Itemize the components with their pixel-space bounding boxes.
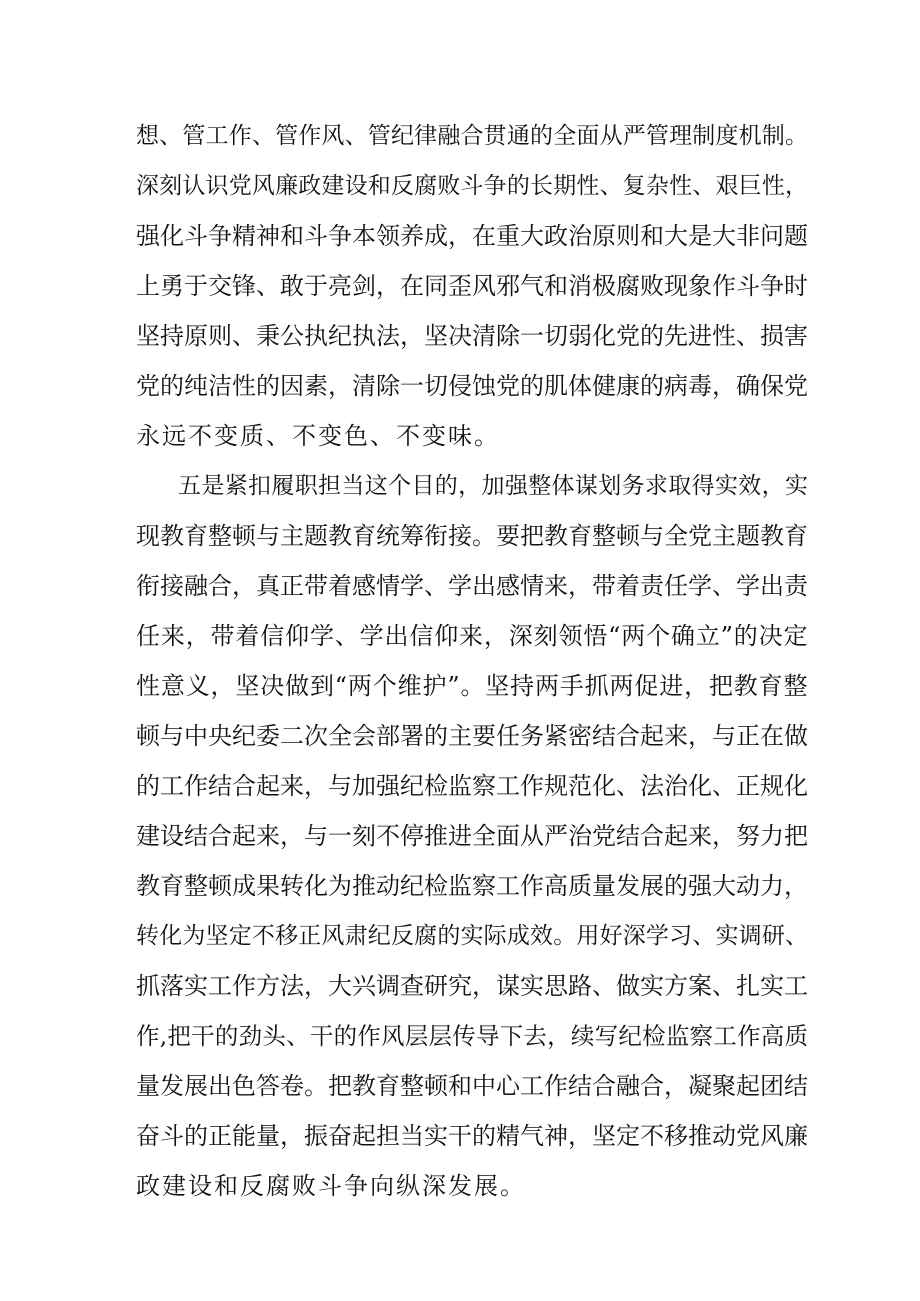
text-line: 上勇于交锋、敢于亮剑，在同歪风邪气和消极腐败现象作斗争时 xyxy=(136,272,808,300)
text-line: 深刻认识党风廉政建设和反腐败斗争的长期性、复杂性、艰巨性， xyxy=(136,173,808,199)
text-line: 政建设和反腐败斗争向纵深发展。 xyxy=(136,1172,526,1200)
text-line: 抓落实工作方法，大兴调查研究，谋实思路、做实方案、扎实工 xyxy=(136,972,808,1000)
text-line: 性意义，坚决做到“两个维护”。坚持两手抓两促进，把教育整 xyxy=(136,672,808,700)
text-line: 转化为坚定不移正风肃纪反腐的实际成效。用好深学习、实调研、 xyxy=(136,923,808,949)
text-line: 作,把干的劲头、干的作风层层传导下去，续写纪检监察工作高质 xyxy=(136,1022,808,1050)
text-line: 任来，带着信仰学、学出信仰来，深刻领悟“两个确立”的决定 xyxy=(136,622,808,650)
text-line: 永远不变质、不变色、不变味。 xyxy=(136,422,500,450)
text-line: 五是紧扣履职担当这个目的，加强整体谋划务求取得实效，实 xyxy=(178,473,808,499)
text-line: 顿与中央纪委二次全会部署的主要任务紧密结合起来，与正在做 xyxy=(136,722,808,750)
text-line: 强化斗争精神和斗争本领养成，在重大政治原则和大是大非问题 xyxy=(136,222,808,250)
text-line: 现教育整顿与主题教育统筹衔接。要把教育整顿与全党主题教育 xyxy=(136,522,808,550)
text-line: 衔接融合，真正带着感情学、学出感情来，带着责任学、学出责 xyxy=(136,572,808,600)
text-line: 教育整顿成果转化为推动纪检监察工作高质量发展的强大动力， xyxy=(136,872,808,900)
text-line: 奋斗的正能量，振奋起担当实干的精气神，坚定不移推动党风廉 xyxy=(136,1122,808,1150)
text-line: 建设结合起来，与一刻不停推进全面从严治党结合起来，努力把 xyxy=(136,822,808,850)
text-line: 的工作结合起来，与加强纪检监察工作规范化、法治化、正规化 xyxy=(136,772,808,800)
text-line: 党的纯洁性的因素，清除一切侵蚀党的肌体健康的病毒，确保党 xyxy=(136,372,808,400)
text-line: 量发展出色答卷。把教育整顿和中心工作结合融合，凝聚起团结 xyxy=(136,1072,808,1100)
text-line: 坚持原则、秉公执纪执法，坚决清除一切弱化党的先进性、损害 xyxy=(136,322,808,350)
text-line: 想、管工作、管作风、管纪律融合贯通的全面从严管理制度机制。 xyxy=(136,123,808,149)
